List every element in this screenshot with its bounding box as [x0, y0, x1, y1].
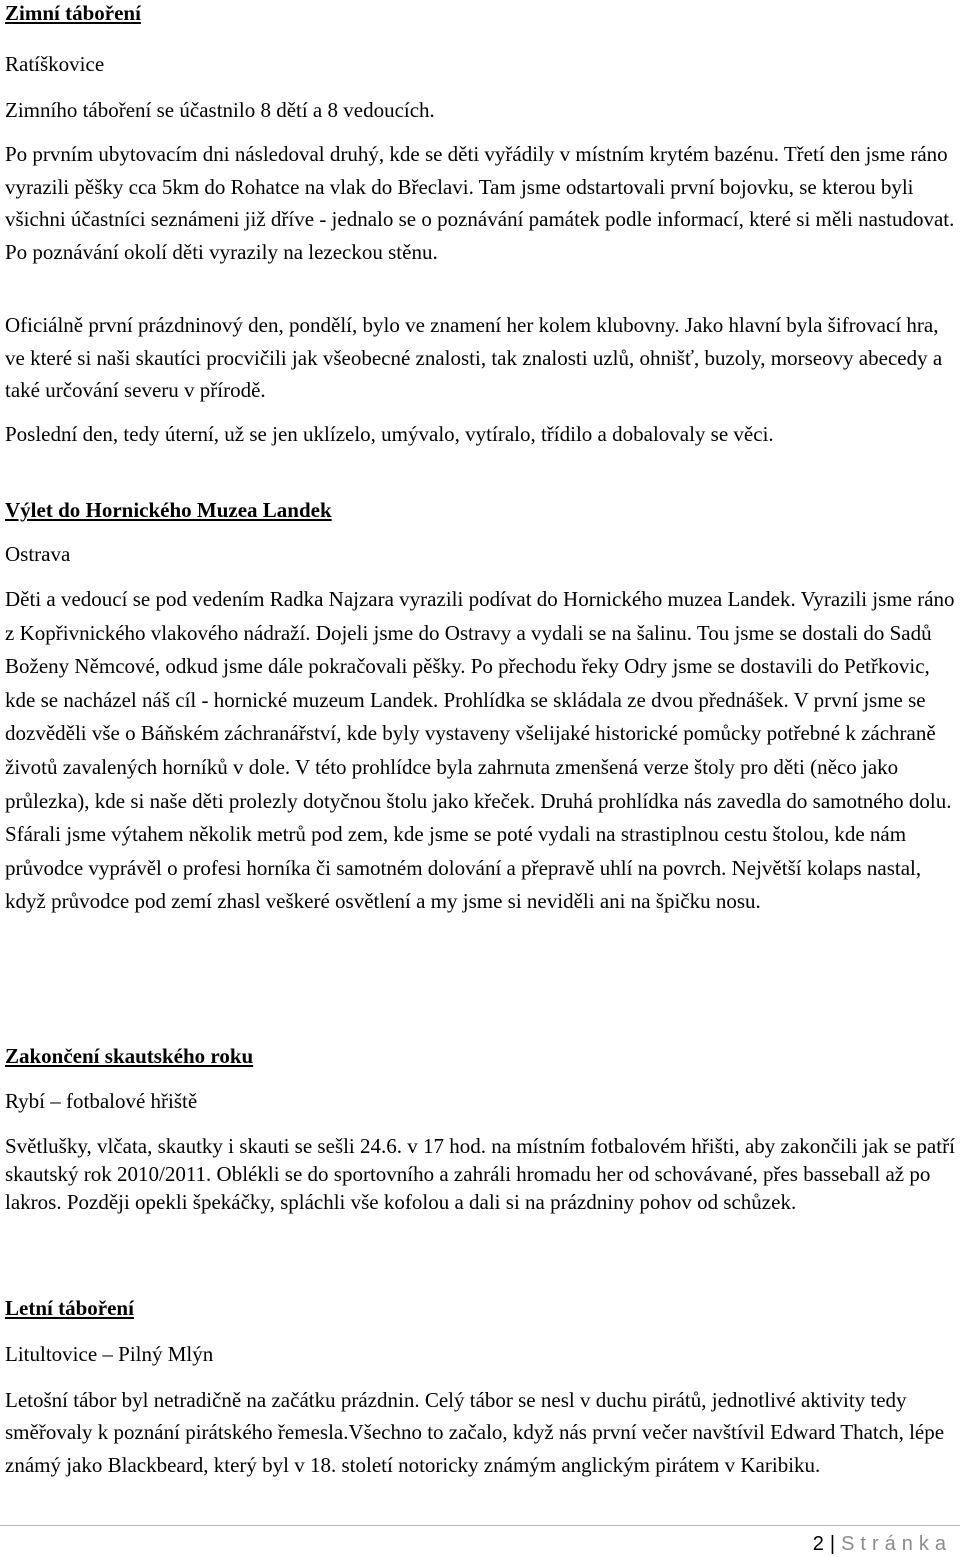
section-heading: Výlet do Hornického Muzea Landek [5, 498, 332, 522]
section-paragraph: Děti a vedoucí se pod vedením Radka Najzara vyrazili podívat do Hornického muzea Landek. Vyrazili jsme ráno z Kopřivnického vlakového nádraží. Dojeli jsme do Ostravy a vydali se na šalinu. Tou jsme se dostali do Sadů Boženy Němcové, odkud jsme dále pokračovali pěšky. Po přechodu řeky Odry jsme se dostavili do Petřkovic, kde se nacházel náš cíl - hornické muzeum Landek. Prohlídka se skládala ze dvou přednášek. V první jsme se dozvěděli vše o Báňském záchranářství, kde byly vystaveny všelijaké historické pomůcky potřebné k záchraně životů zavalených horníků v dole. V této prohlídce byla zahrnuta zmenšená verze štoly pro děti (něco jako průlezka), kde si naše děti prolezly dotyčnou štolu jako křeček. Druhá prohlídka nás zavedla do samotného dolu. Sfárali jsme výtahem několik metrů pod zem, kde jsme se poté vydali na strastiplnou cestu štolou, kde nám průvodce vyprávěl o profesi horníka či samotném dolování a přepravě uhlí na povrch. Největší kolaps nastal, když průvodce pod zemí zhasl veškeré osvětlení a my jsme si neviděli ani na špičku nosu. [5, 587, 955, 914]
page-label: Stránka [841, 1533, 952, 1555]
section-heading: Letní táboření [5, 1296, 134, 1320]
section-heading: Zimní táboření [5, 1, 141, 25]
section-paragraph: Zimního táboření se účastnilo 8 dětí a 8 vedoucích. [5, 98, 435, 122]
footer-divider [0, 1525, 960, 1526]
section-location: Ostrava [5, 542, 71, 566]
section-paragraph: Poslední den, tedy úterní, už se jen uklízelo, umývalo, vytíralo, třídilo a dobalovaly se věci. [5, 422, 774, 446]
section-paragraph: Letošní tábor byl netradičně na začátku prázdnin. Celý tábor se nesl v duchu pirátů, jednotlivé aktivity tedy směřovaly k poznání pirátského řemesla.Všechno to začalo, když nás první večer navštívil Edward Thatch, lépe známý jako Blackbeard, který byl v 18. století notoricky známým anglickým pirátem v Karibiku. [5, 1388, 945, 1477]
section-heading: Zakončení skautského roku [5, 1044, 254, 1068]
section-location: Rybí – fotbalové hřiště [5, 1089, 198, 1113]
section-paragraph: Světlušky, vlčata, skautky i skauti se sešli 24.6. v 17 hod. na místním fotbalovém hřišti, aby zakončili jak se patří skautský rok 2010/2011. Oblékli se do sportovního a zahráli hromadu her od schovávané, přes basseball až po lakros. Později opekli špekáčky, spláchli vše kofolou a dali si na prázdniny pohov od schůzek. [5, 1134, 955, 1214]
section-location: Litultovice – Pilný Mlýn [5, 1342, 214, 1366]
page-number: 2 [812, 1533, 824, 1555]
page-footer [813, 1531, 952, 1557]
section-paragraph: Oficiálně první prázdninový den, pondělí, bylo ve znamení her kolem klubovny. Jako hlavní byla šifrovací hra, ve které si naši skautíci procvičili jak všeobecné znalosti, tak znalosti uzlů, ohnišť, buzoly, morseovy abecedy a také určování severu v přírodě. [5, 313, 943, 403]
footer-separator: | [829, 1533, 836, 1555]
section-paragraph: Po prvním ubytovacím dni následoval druhý, kde se děti vyřádily v místním krytém bazénu. Třetí den jsme ráno vyrazili pěšky cca 5km do Rohatce na vlak do Břeclavi. Tam jsme odstartovali první bojovku, se kterou byli všichni účastníci seznámeni již dříve - jednalo se o poznávání památek podle informací, které si měli nastudovat. Po poznávání okolí děti vyrazily na lezeckou stěnu. [5, 142, 955, 264]
section-location: Ratíškovice [5, 52, 105, 76]
